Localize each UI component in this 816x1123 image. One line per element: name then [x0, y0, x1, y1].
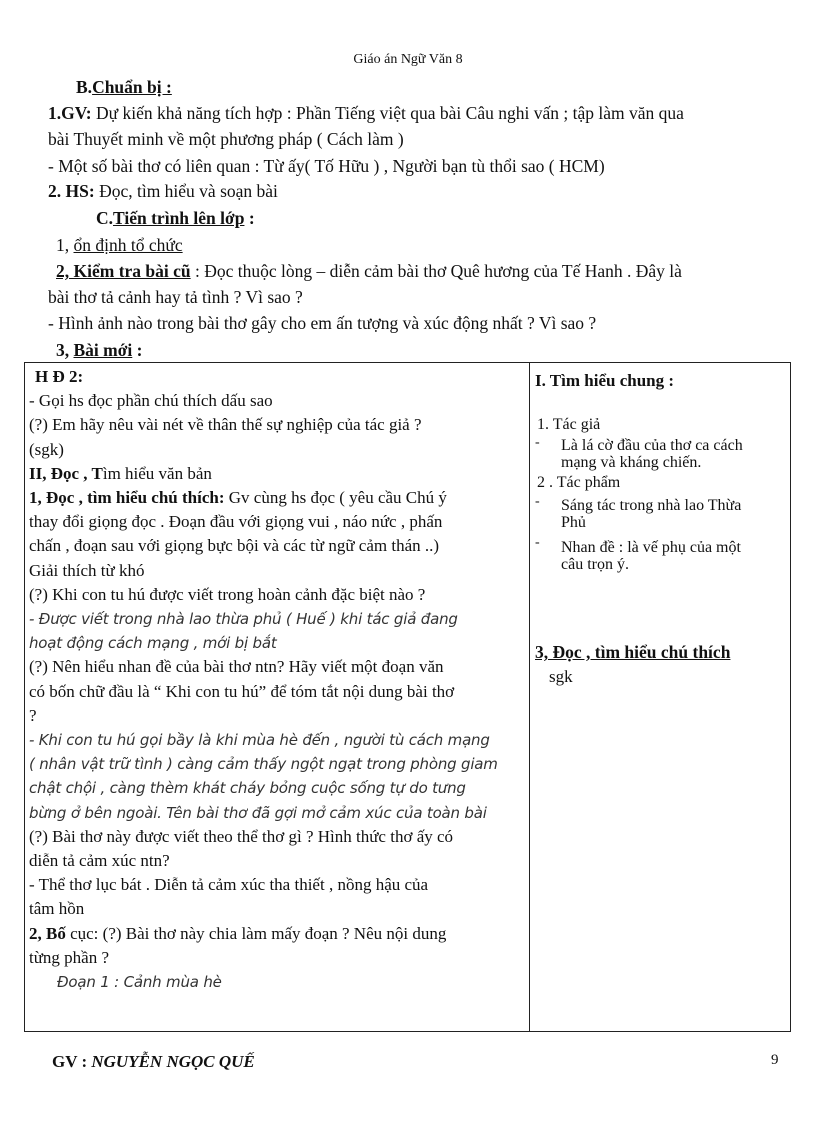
step3-line: [56, 339, 143, 361]
bullet-icon: -: [535, 494, 540, 509]
left-line: (?) Nên hiểu nhan đề của bài thơ ntn? Hãy viết một đoạn văn: [29, 657, 444, 677]
step2-question: - Hình ảnh nào trong bài thơ gây cho em ấn tượng và xúc động nhất ? Vì sao ?: [48, 313, 597, 333]
left-answer-line: - Khi con tu hú gọi bầy là khi mùa hè đến , người tù cách mạng: [29, 731, 490, 750]
left-answer-line: chật chội , càng thèm khát cháy bỏng cuộc sống tự do tưng: [29, 779, 466, 798]
step2-prefix: 2,: [56, 261, 74, 281]
right-heading: I. Tìm hiểu chung :: [535, 371, 675, 390]
left-answer-line: - Được viết trong nhà lao thừa phủ ( Huế ) khi tác giả đang: [29, 610, 458, 629]
footer-label: GV :: [52, 1052, 88, 1071]
page-number: 9: [771, 1052, 779, 1068]
left-column: [29, 365, 523, 994]
section-b-title: Chuẩn bị :: [92, 77, 172, 97]
gv-label: 1.GV:: [48, 103, 92, 123]
section-ii-rest: ìm hiểu văn bản: [102, 463, 212, 483]
teacher-name: NGUYỄN NGỌC QUẾ: [87, 1052, 255, 1071]
section-b-heading: [76, 76, 172, 98]
column-divider: [529, 363, 530, 1031]
hd2-label: H Đ 2:: [35, 367, 84, 386]
sub1-text: Gv cùng hs đọc ( yêu cầu Chú ý: [224, 488, 447, 508]
section-ii-heading: [29, 462, 523, 486]
sub1-label: 1, Đọc , tìm hiểu chú thích:: [29, 488, 225, 508]
work-bullet-2: câu trọn ý.: [561, 556, 629, 573]
step1-line: [56, 234, 183, 256]
work-bullet-2: Nhan đề : là vế phụ của một: [561, 539, 741, 556]
left-answer-line: hoạt động cách mạng , mới bị bắt: [29, 634, 277, 653]
left-line: ?: [29, 705, 37, 725]
left-line: có bốn chữ đầu là “ Khi con tu hú” để tóm tắt nội dung bài thơ: [29, 681, 455, 701]
sub2-label: Bố: [46, 923, 66, 943]
hs-text: Đọc, tìm hiểu và soạn bài: [94, 181, 278, 201]
left-line: (?) Em hãy nêu vài nét về thân thế sự nghiệp của tác giả ?: [29, 415, 422, 435]
left-line: - Gọi hs đọc phần chú thích dấu sao: [29, 391, 273, 411]
left-line: (?) Khi con tu hú được viết trong hoàn cảnh đặc biệt nào ?: [29, 584, 426, 604]
left-line: tâm hồn: [29, 899, 85, 919]
work-bullet-1: Phủ: [561, 514, 586, 531]
left-line: [29, 922, 523, 946]
left-line: (?) Bài thơ này được viết theo thể thơ gì ? Hình thức thơ ấy có: [29, 826, 454, 846]
footer: [52, 1052, 255, 1072]
bullet-icon: -: [535, 435, 540, 450]
step1-title: ổn định tổ chức: [73, 235, 183, 255]
step3-title: Bài mới: [73, 340, 133, 360]
step2-line-2: bài thơ tả cảnh hay tả tình ? Vì sao ?: [48, 287, 303, 307]
sub2-text: cục: (?) Bài thơ này chia làm mấy đoạn ? Nêu nội dung: [65, 923, 447, 943]
section-3-text: sgk: [549, 667, 573, 686]
gv-poems-line: - Một số bài thơ có liên quan : Từ ấy( Tố Hữu ) , Người bạn tù thổi sao ( HCM): [48, 156, 605, 176]
left-line: (sgk): [29, 439, 64, 459]
author-text: mạng và kháng chiến.: [561, 454, 702, 471]
bullet-icon: -: [535, 535, 540, 550]
hs-line: [48, 180, 278, 202]
left-answer-line: bừng ở bên ngoài. Tên bài thơ đã gợi mở cảm xúc của toàn bài: [29, 803, 487, 822]
gv-line-2: bài Thuyết minh về một phương pháp ( Cách làm ): [48, 129, 404, 149]
section-c-title: Tiến trình lên lớp: [113, 208, 245, 228]
left-line: Giải thích từ khó: [29, 560, 145, 580]
section-c-suffix: :: [244, 208, 255, 228]
step2-line: [56, 260, 682, 282]
gv-text: Dự kiến khả năng tích hợp : Phần Tiếng việt qua bài Câu nghi vấn ; tập làm văn qua: [91, 103, 684, 123]
section-b-prefix: B.: [76, 77, 93, 97]
lesson-table: [24, 362, 791, 1032]
left-line: từng phần ?: [29, 947, 110, 967]
section-c-heading: [96, 207, 255, 229]
sub2-num: 2,: [29, 923, 46, 943]
section-3-heading: 3, Đọc , tìm hiểu chú thích: [535, 642, 731, 662]
left-line: chấn , đoạn sau với giọng bực bội và các từ ngữ cảm thán ..): [29, 536, 440, 556]
left-line: thay đổi giọng đọc . Đoạn đầu với giọng vui , náo nức , phấn: [29, 512, 443, 532]
step1-prefix: 1,: [56, 235, 74, 255]
step2-title: Kiểm tra bài cũ: [73, 261, 191, 281]
step3-prefix: 3,: [56, 340, 74, 360]
page-header: Giáo án Ngữ Văn 8: [353, 52, 463, 67]
work-bullet-1: Sáng tác trong nhà lao Thừa: [561, 497, 742, 514]
step3-suffix: :: [132, 340, 143, 360]
section-c-prefix: C.: [96, 208, 114, 228]
gv-line: [48, 102, 684, 124]
author-text: Là lá cờ đầu của thơ ca cách: [561, 437, 743, 454]
left-answer-line: Đoạn 1 : Cảnh mùa hè: [57, 973, 222, 992]
hs-label: 2. HS:: [48, 181, 95, 201]
work-heading: 2 . Tác phẩm: [537, 474, 621, 491]
left-line: [29, 486, 523, 510]
section-ii-bold: II, Đọc , T: [29, 463, 103, 483]
step2-text: : Đọc thuộc lòng – diễn cảm bài thơ Quê hương của Tế Hanh . Đây là: [190, 261, 682, 281]
left-line: diễn tả cảm xúc ntn?: [29, 851, 170, 871]
left-answer-line: ( nhân vật trữ tình ) càng cảm thấy ngột ngạt trong phòng giam: [29, 755, 498, 774]
author-heading: 1. Tác giả: [537, 416, 601, 433]
left-line: - Thể thơ lục bát . Diễn tả cảm xúc tha thiết , nồng hậu của: [29, 875, 429, 895]
